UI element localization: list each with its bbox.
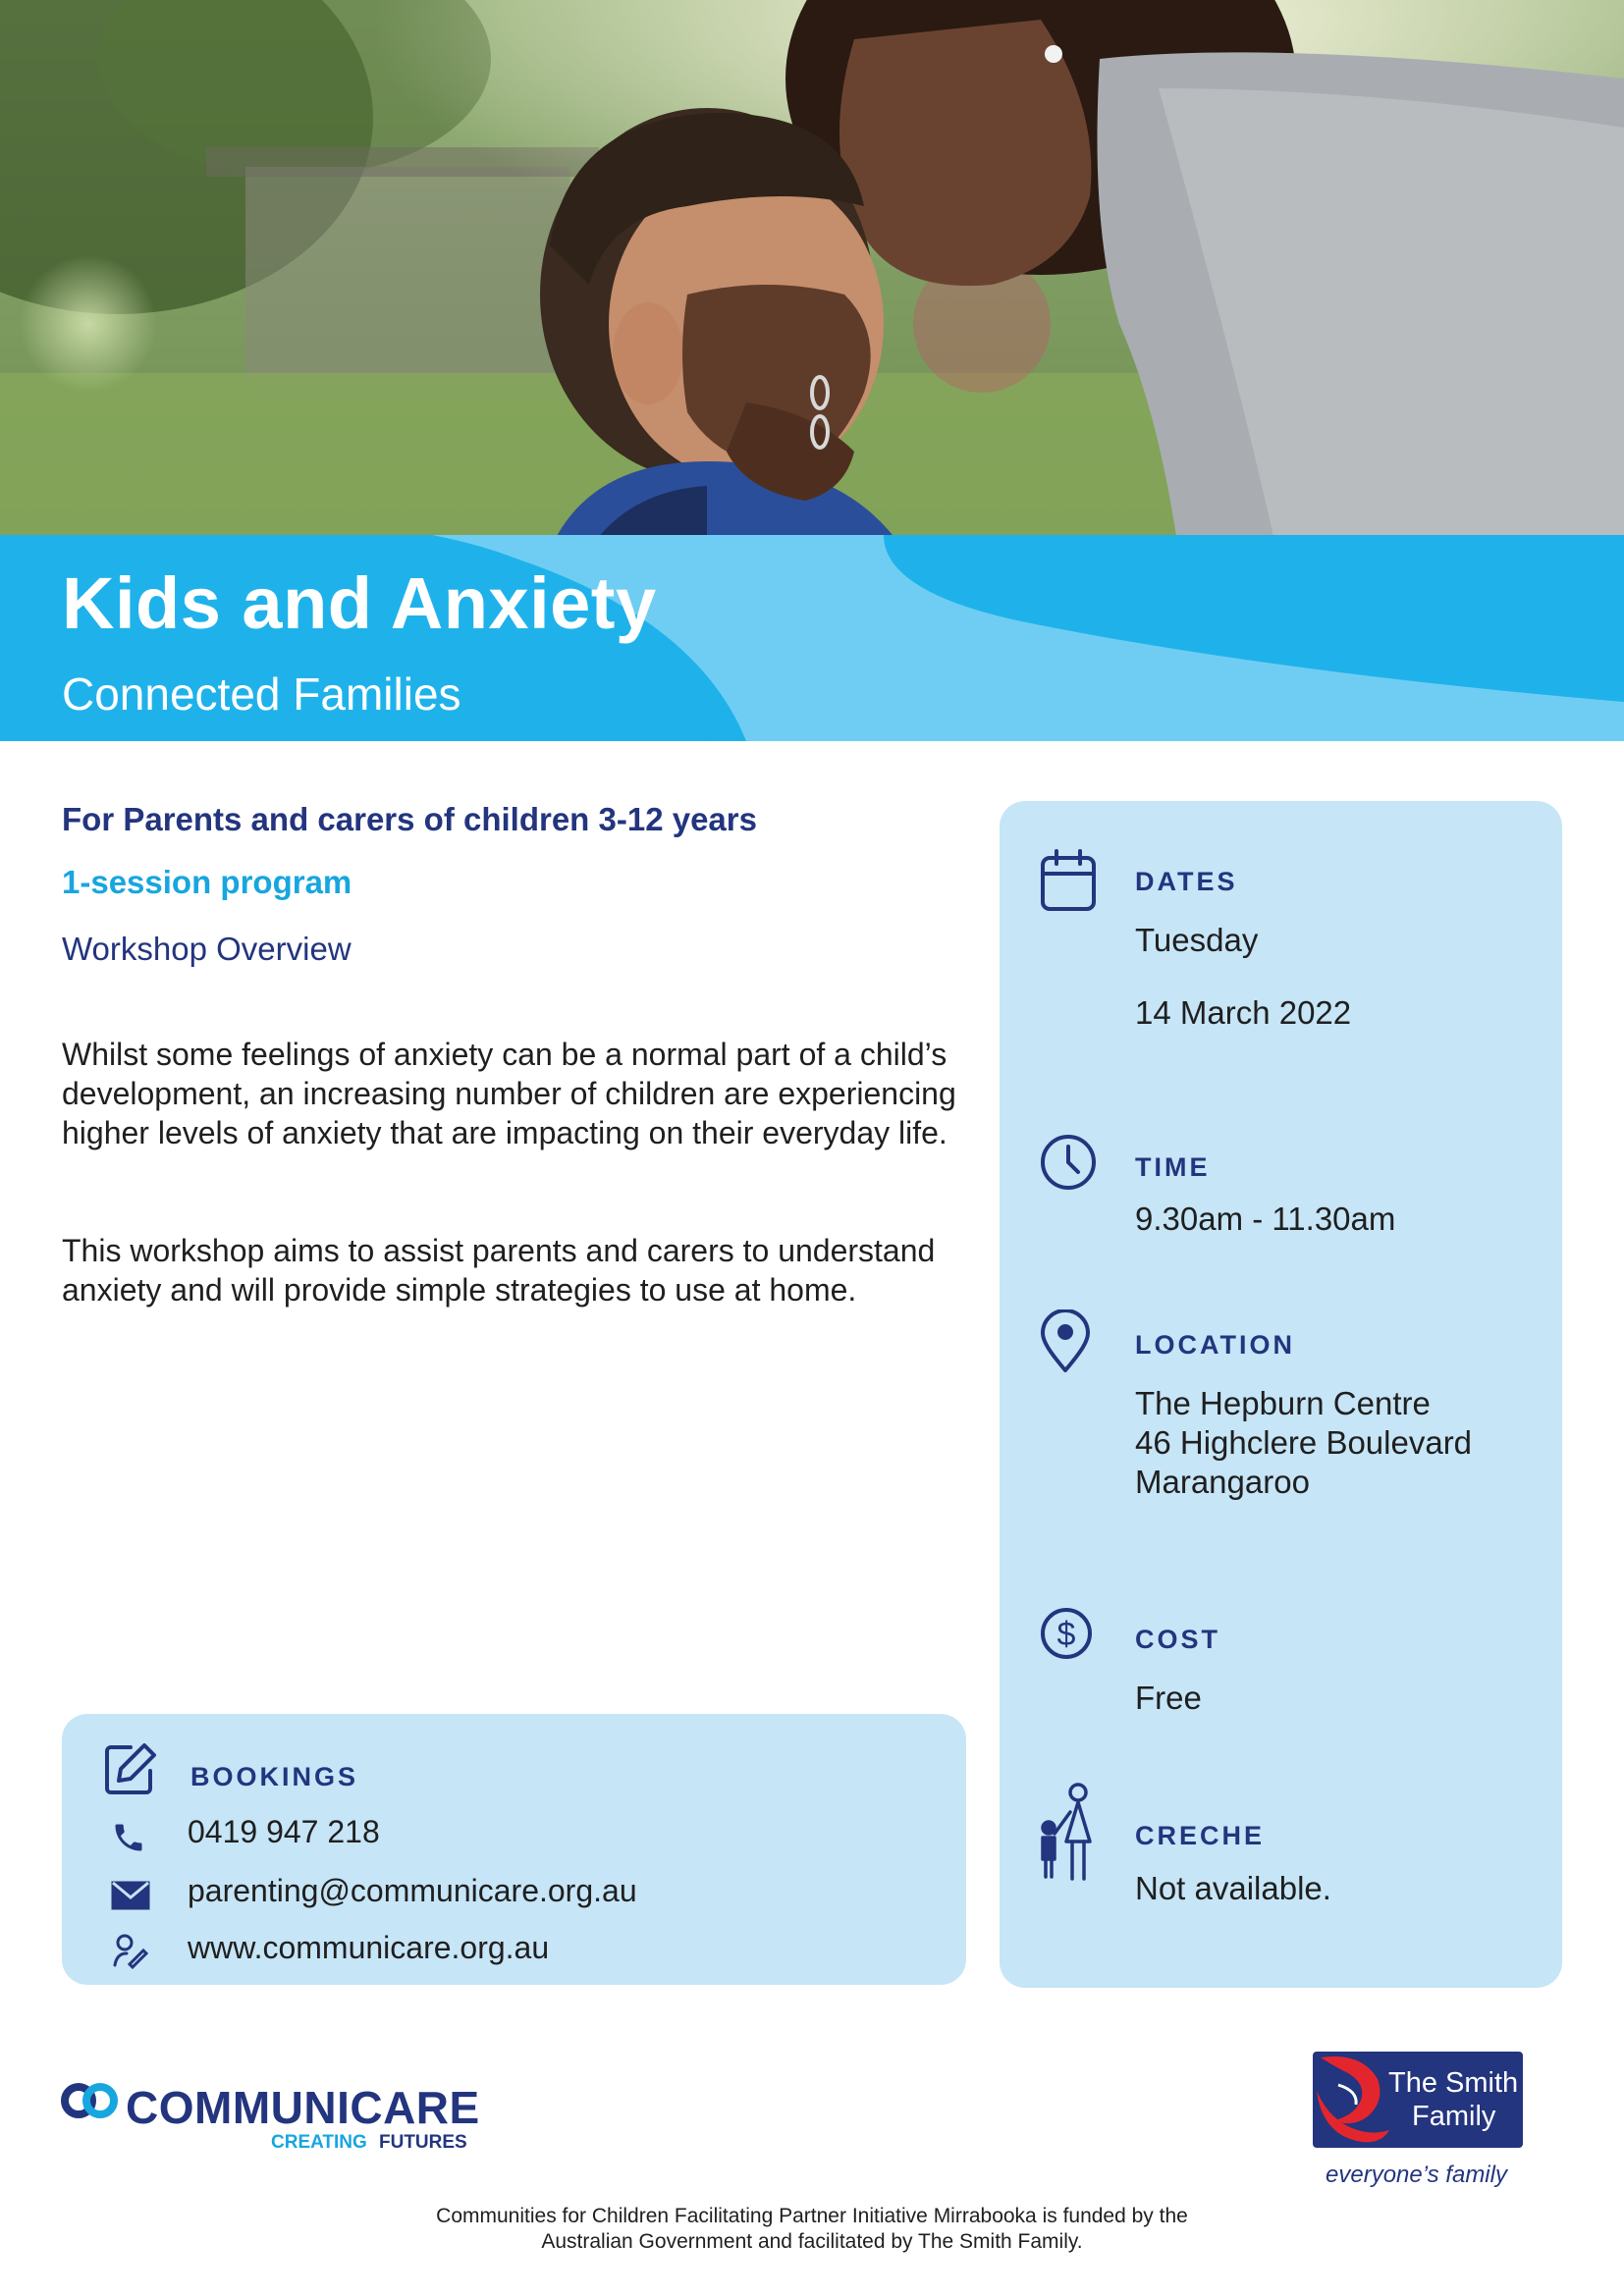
- smith-family-name-1: The Smith: [1388, 2067, 1519, 2099]
- page-subtitle: Connected Families: [62, 668, 461, 720]
- calendar-icon: [1039, 848, 1098, 918]
- dates-date: 14 March 2022: [1135, 994, 1352, 1031]
- edit-icon: [101, 1739, 160, 1798]
- booking-phone[interactable]: 0419 947 218: [188, 1814, 380, 1849]
- cost-value: Free: [1135, 1680, 1202, 1716]
- funding-line-1: Communities for Children Facilitating Partner Initiative Mirrabooka is funded by the: [436, 2205, 1188, 2227]
- communicare-name: COMMUNICARE: [126, 2082, 480, 2133]
- creche-label: CRECHE: [1135, 1821, 1266, 1850]
- audience-text: For Parents and carers of children 3-12 years: [62, 801, 757, 837]
- cost-label: COST: [1135, 1625, 1221, 1654]
- funding-line-2: Australian Government and facilitated by The Smith Family.: [541, 2230, 1083, 2253]
- smith-family-hands-icon: [1313, 2052, 1523, 2148]
- svg-text:$: $: [1056, 1616, 1076, 1653]
- location-line-2: 46 Highclere Boulevard: [1135, 1424, 1473, 1461]
- envelope-icon: [111, 1881, 150, 1910]
- communicare-tagline-1: CREATING: [271, 2132, 367, 2153]
- page-title: Kids and Anxiety: [62, 562, 657, 644]
- user-link-icon: [111, 1932, 150, 1971]
- booking-email[interactable]: parenting@communicare.org.au: [188, 1873, 637, 1908]
- funding-note: [0, 2204, 1624, 2255]
- communicare-tagline-2: FUTURES: [379, 2132, 467, 2153]
- dates-label: DATES: [1135, 867, 1238, 896]
- dollar-icon: [1039, 1606, 1094, 1666]
- location-pin-icon: [1039, 1309, 1092, 1379]
- overview-heading: Workshop Overview: [62, 931, 352, 967]
- details-panel: [1000, 801, 1562, 1988]
- program-text: 1-session program: [62, 864, 352, 900]
- time-label: TIME: [1135, 1152, 1211, 1182]
- dates-day: Tuesday: [1135, 922, 1259, 958]
- clock-icon: [1039, 1133, 1098, 1197]
- location-line-1: The Hepburn Centre: [1135, 1385, 1431, 1421]
- creche-value: Not available.: [1135, 1870, 1331, 1906]
- communicare-logo-icon: [59, 2079, 122, 2122]
- smith-family-tagline: everyone’s family: [1326, 2162, 1507, 2188]
- bookings-panel: [62, 1714, 966, 1985]
- parent-child-icon: [1031, 1783, 1106, 1890]
- intro-paragraph-1: Whilst some feelings of anxiety can be a normal part of a child’s development, an increasing number of children are experiencing higher levels of anxiety that are impacting on their everyday life.: [62, 1037, 956, 1150]
- hero-photo: [0, 0, 1624, 550]
- bookings-title: BOOKINGS: [190, 1762, 359, 1791]
- location-label: LOCATION: [1135, 1330, 1295, 1360]
- smith-family-name-2: Family: [1412, 2101, 1496, 2132]
- location-line-3: Marangaroo: [1135, 1464, 1310, 1500]
- phone-icon: [111, 1820, 146, 1855]
- time-value: 9.30am - 11.30am: [1135, 1201, 1396, 1237]
- booking-website[interactable]: www.communicare.org.au: [188, 1930, 550, 1965]
- intro-paragraph-2: This workshop aims to assist parents and carers to understand anxiety and will provide simple strategies to use at home.: [62, 1233, 936, 1308]
